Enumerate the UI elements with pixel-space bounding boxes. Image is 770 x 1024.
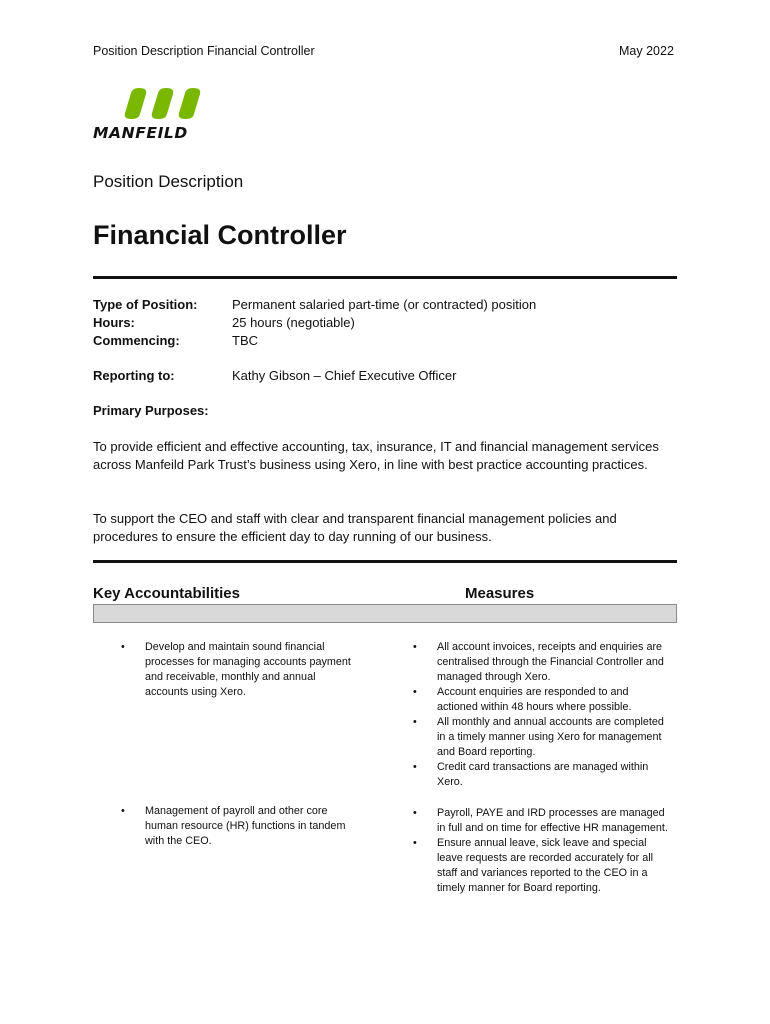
logo-stripes-graphic <box>93 86 233 122</box>
logo-stripes <box>125 88 200 119</box>
primary-purposes-heading: Primary Purposes: <box>93 403 209 418</box>
detail-label: Hours: <box>93 315 135 330</box>
key-accountabilities-heading: Key Accountabilities <box>93 585 240 602</box>
bullet-icon: • <box>413 686 417 698</box>
bullet-icon: • <box>413 716 417 728</box>
bullet-icon: • <box>121 641 125 653</box>
bullet-icon: • <box>413 837 417 849</box>
section-divider <box>93 560 677 563</box>
document-type-label: Position Description <box>93 172 244 191</box>
accountability-text: Develop and maintain sound financial processes for managing accounts payment and receivable, monthly and annual accounts using Xero. <box>145 641 351 698</box>
list-item <box>121 804 361 849</box>
list-item <box>413 836 671 896</box>
header-date: May 2022 <box>619 44 674 58</box>
measure-text: All monthly and annual accounts are completed in a timely manner using Xero for management and Board reporting. <box>437 716 664 758</box>
detail-label: Reporting to: <box>93 368 175 383</box>
header-title: Position Description Financial Controller <box>93 44 315 58</box>
bullet-icon: • <box>413 761 417 773</box>
accountability-list <box>121 640 361 700</box>
measure-text: Ensure annual leave, sick leave and special leave requests are recorded accurately for all staff and variances reported to the CEO in a timely manner for Board reporting. <box>437 837 654 894</box>
purpose-paragraph-2: To support the CEO and staff with clear and transparent financial management policies and procedures to ensure the efficient day to day running of our business. <box>93 511 617 544</box>
accountability-text: Management of payroll and other core human resource (HR) functions in tandem with the CEO. <box>145 805 346 847</box>
measures-heading: Measures <box>465 585 535 602</box>
bullet-icon: • <box>413 641 417 653</box>
list-item <box>413 685 671 715</box>
purpose-paragraph-1: To provide efficient and effective accounting, tax, insurance, IT and financial management services across Manfeild Park Trust’s business using Xero, in line with best practice accounting practices. <box>93 439 659 472</box>
detail-label: Type of Position: <box>93 297 198 312</box>
measure-text: Credit card transactions are managed within Xero. <box>437 761 649 788</box>
measure-text: Payroll, PAYE and IRD processes are managed in full and on time for effective HR management. <box>437 807 668 834</box>
list-item <box>413 806 671 836</box>
list-item <box>121 640 361 700</box>
measures-list <box>413 806 671 896</box>
accountability-list <box>121 804 361 849</box>
list-item <box>413 760 671 790</box>
detail-value: TBC <box>232 333 258 348</box>
detail-value: Kathy Gibson – Chief Executive Officer <box>232 368 457 383</box>
list-item <box>413 715 671 760</box>
manfeild-logo <box>93 86 233 142</box>
detail-value: 25 hours (negotiable) <box>232 315 355 330</box>
table-header-bar <box>93 604 677 623</box>
measure-text: Account enquiries are responded to and actioned within 48 hours where possible. <box>437 686 632 713</box>
bullet-icon: • <box>121 805 125 817</box>
bullet-icon: • <box>413 807 417 819</box>
measure-text: All account invoices, receipts and enquiries are centralised through the Financial Controller and managed through Xero. <box>437 641 664 683</box>
detail-label: Commencing: <box>93 333 180 348</box>
logo-wordmark: MANFEILD <box>93 124 188 142</box>
list-item <box>413 640 671 685</box>
title-divider <box>93 276 677 279</box>
measures-list <box>413 640 671 790</box>
page-title: Financial Controller <box>93 220 347 250</box>
detail-value: Permanent salaried part-time (or contracted) position <box>232 297 537 312</box>
